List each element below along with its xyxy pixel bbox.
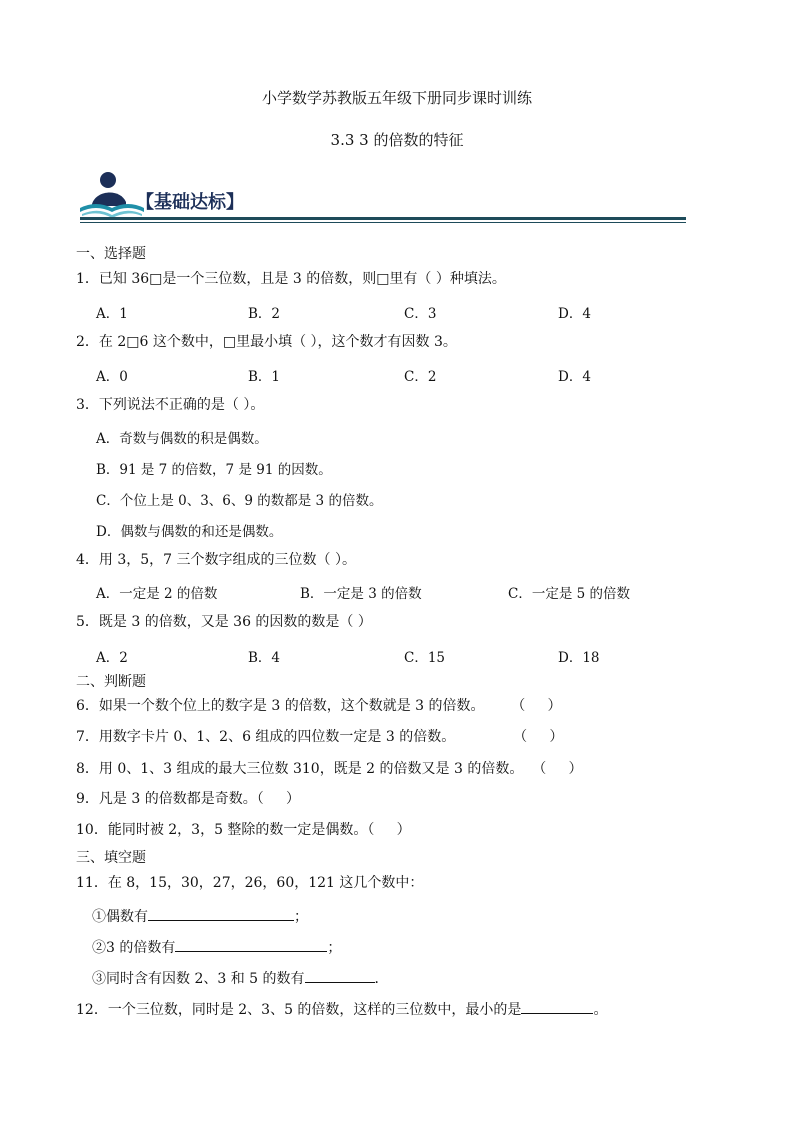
question-12-end: 。 (593, 1002, 608, 1018)
banner-rule-thin (80, 222, 686, 223)
option-c: C．个位上是 0、3、6、9 的数都是 3 的倍数。 (96, 493, 383, 509)
judge-item: 6．如果一个数个位上的数字是 3 的倍数，这个数就是 3 的倍数。 （ ） (76, 698, 562, 714)
option-d: D．18 (558, 650, 600, 666)
question-12-text: 12．一个三位数，同时是 2、3、5 的倍数，这样的三位数中，最小的是 (76, 1002, 522, 1018)
option-c: C．15 (404, 650, 446, 666)
answer-blank[interactable] (305, 968, 375, 983)
judge-item: 9．凡是 3 的倍数都是奇数。（ ） (76, 791, 300, 807)
option-d: D．偶数与偶数的和还是偶数。 (96, 524, 283, 540)
question-4: 4．用 3，5，7 三个数字组成的三位数（ ）。 (76, 552, 356, 568)
fill-item (92, 937, 341, 957)
question-3: 3．下列说法不正确的是（ ）。 (76, 397, 265, 413)
option-c: C．一定是 5 的倍数 (508, 586, 631, 602)
option-a: A．1 (96, 306, 128, 322)
fill-item (92, 968, 389, 988)
option-b: B．4 (248, 650, 281, 666)
judge-item: 10．能同时被 2，3，5 整除的数一定是偶数。（ ） (76, 822, 411, 838)
option-b: B．2 (248, 306, 281, 322)
option-a: A．一定是 2 的倍数 (96, 586, 218, 602)
banner-rule-thick (80, 217, 686, 220)
judge-item: 8．用 0、1、3 组成的最大三位数 310，既是 2 的倍数又是 3 的倍数。 （ ） (76, 761, 583, 777)
document-subtitle: 3.3 3 的倍数的特征 (330, 131, 464, 149)
option-c: C．2 (404, 369, 437, 385)
section-heading: 三、填空题 (76, 850, 146, 866)
document-title: 小学数学苏教版五年级下册同步课时训练 (261, 89, 532, 107)
judge-item: 7．用数字卡片 0、1、2、6 组成的四位数一定是 3 的倍数。 （ ） (76, 729, 564, 745)
answer-blank[interactable] (175, 937, 327, 952)
answer-blank[interactable] (148, 906, 294, 921)
question-5: 5．既是 3 的倍数，又是 36 的因数的数是（ ） (76, 614, 372, 630)
question-11: 11．在 8，15，30，27，26，60，121 这几个数中： (76, 875, 424, 891)
question-1: 1．已知 36□是一个三位数，且是 3 的倍数，则□里有（ ）种填法。 (76, 271, 506, 287)
option-b: B．91 是 7 的倍数，7 是 91 的因数。 (96, 462, 332, 478)
option-a: A．2 (96, 650, 128, 666)
option-d: D．4 (558, 306, 591, 322)
option-b: B．1 (248, 369, 281, 385)
fill-label: ①偶数有 (92, 909, 148, 925)
option-a: A．奇数与偶数的积是偶数。 (96, 431, 268, 447)
fill-label: ③同时含有因数 2、3 和 5 的数有 (92, 971, 305, 987)
fill-label: ②3 的倍数有 (92, 940, 176, 956)
fill-end: ； (294, 909, 308, 925)
section-heading: 一、选择题 (76, 246, 146, 262)
question-12 (76, 999, 607, 1019)
section-heading: 二、判断题 (76, 674, 146, 690)
banner-label: 【基础达标】 (136, 192, 244, 213)
answer-blank[interactable] (521, 999, 593, 1014)
option-a: A．0 (96, 369, 128, 385)
option-c: C．3 (404, 306, 437, 322)
fill-end: ． (374, 971, 389, 987)
question-2: 2．在 2□6 这个数中，□里最小填（ ），这个数才有因数 3。 (76, 334, 457, 350)
option-d: D．4 (558, 369, 591, 385)
option-b: B．一定是 3 的倍数 (300, 586, 422, 602)
fill-end: ； (327, 940, 342, 956)
fill-item (92, 906, 308, 926)
